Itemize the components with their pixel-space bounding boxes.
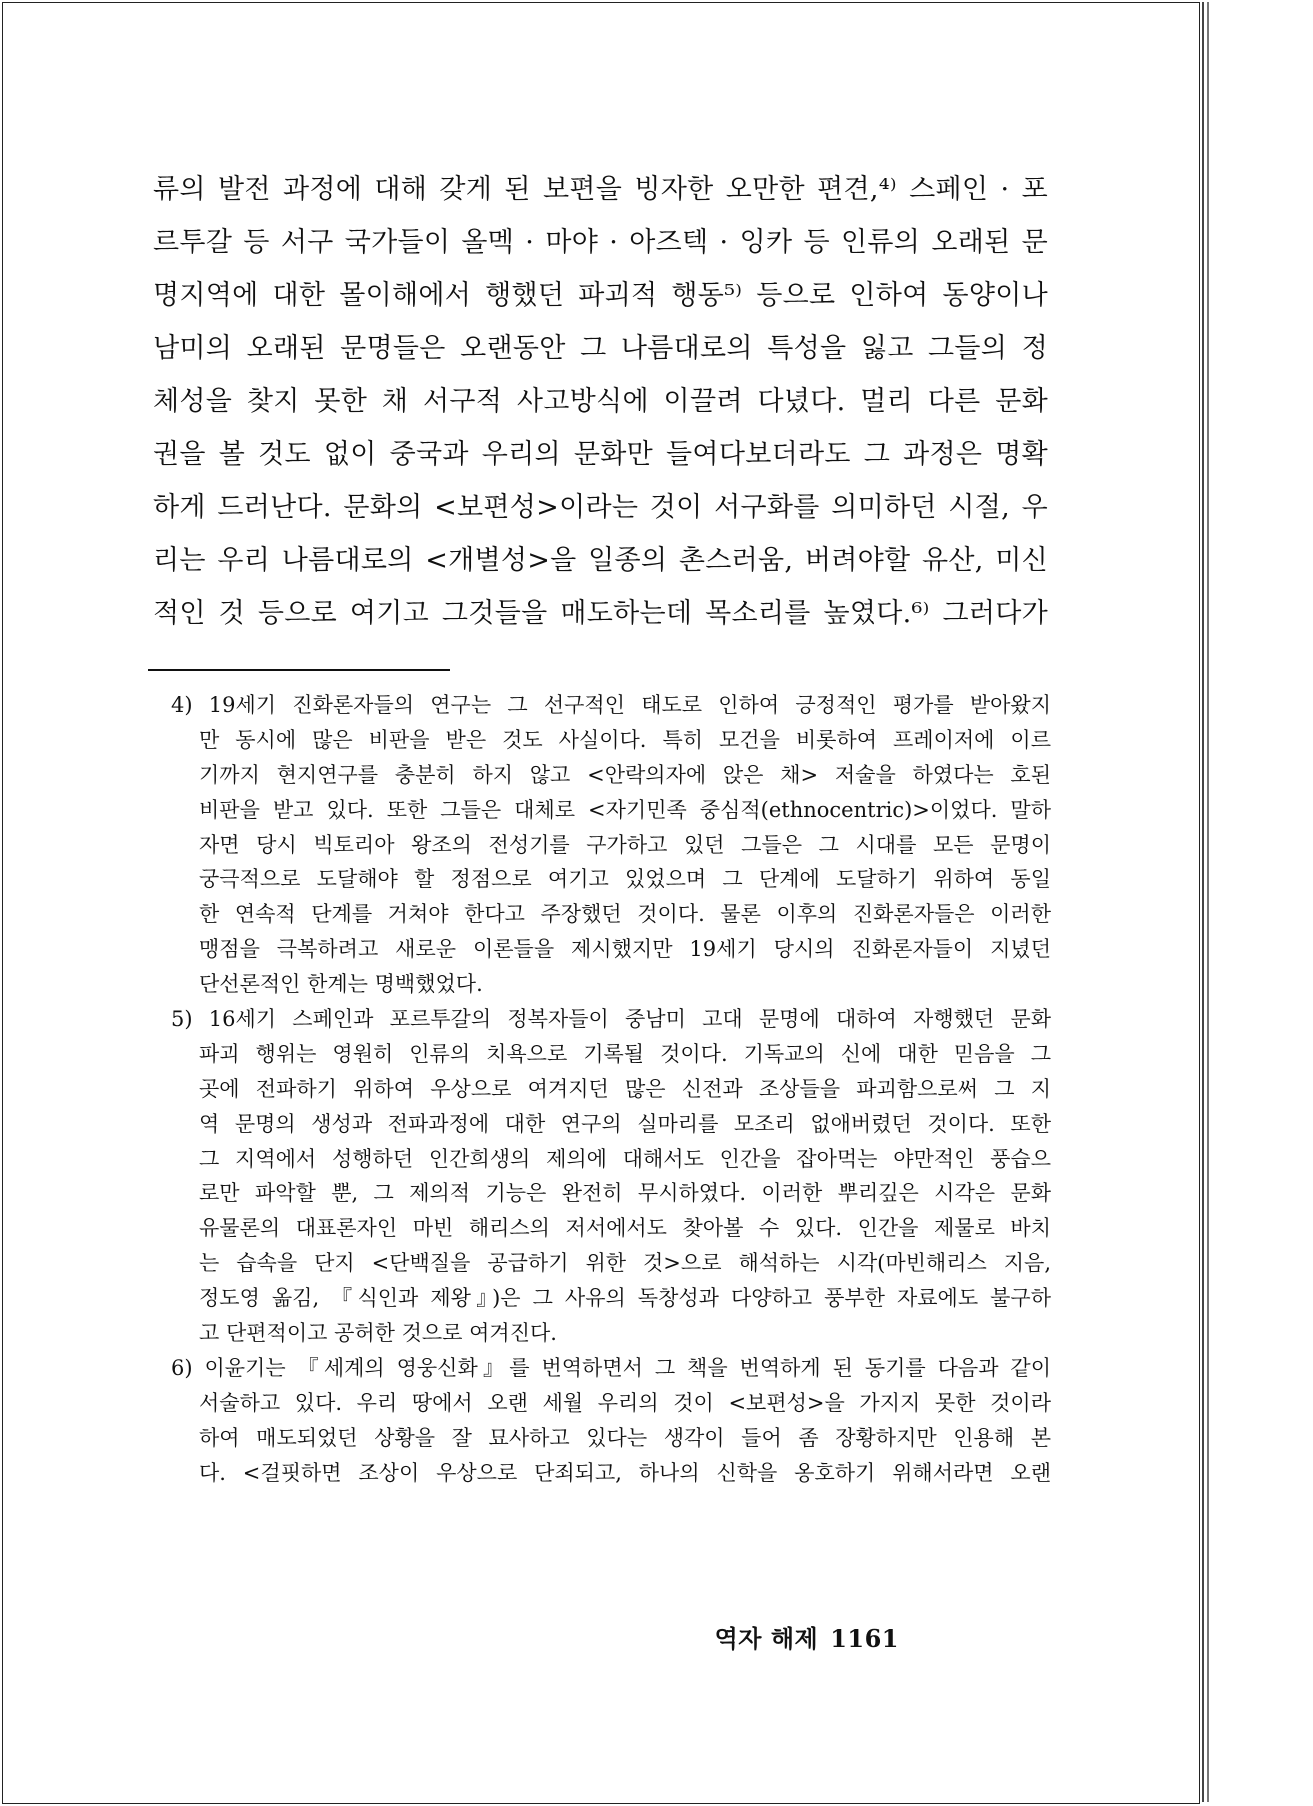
- footnote-line: 그 지역에서 성행하던 인간희생의 제의에 대해서도 인간을 잡아먹는 야만적인 풍습으: [199, 1146, 1051, 1171]
- footnote-line: 고 단편적이고 공허한 것으로 여겨진다.: [199, 1321, 557, 1346]
- footnote-line: 비판을 받고 있다. 또한 그들은 대체로 <자기민족 중심적(ethnocentric)>이었다. 말하: [199, 797, 1051, 822]
- book-page: [2, 2, 1200, 1804]
- footnote-line: 다. <걸핏하면 조상이 우상으로 단죄되고, 하나의 신학을 옹호하기 위해서라면 오랜: [199, 1460, 1051, 1485]
- footnote-line: 단선론적인 한계는 명백했었다.: [199, 972, 483, 997]
- text-line: 류의 발전 과정에 대해 갖게 된 보편을 빙자한 오만한 편견,⁴⁾ 스페인 · 포: [153, 174, 1048, 205]
- footnote-line: 기까지 현지연구를 충분히 하지 않고 <안락의자에 앉은 채> 저술을 하였다는 호된: [199, 762, 1051, 787]
- footnote-line: 만 동시에 많은 비판을 받은 것도 사실이다. 특히 모건을 비롯하여 프레이저에 이르: [199, 727, 1051, 752]
- footnote-line: 6) 이윤기는 『세계의 영웅신화』를 번역하면서 그 책을 번역하게 된 동기를 다음과 같이: [171, 1355, 1051, 1380]
- footnote-line: 5) 16세기 스페인과 포르투갈의 정복자들이 중남미 고대 문명에 대하여 자행했던 문화: [171, 1007, 1051, 1032]
- running-section-title: 역자 해제: [714, 1624, 819, 1653]
- footnote-line: 로만 파악할 뿐, 그 제의적 기능은 완전히 무시하였다. 이러한 뿌리깊은 시각은 문화: [199, 1181, 1051, 1206]
- text-line: 체성을 찾지 못한 채 서구적 사고방식에 이끌려 다녔다. 멀리 다른 문화: [153, 386, 1048, 417]
- footnote-line: 파괴 행위는 영원히 인류의 치욕으로 기록될 것이다. 기독교의 신에 대한 믿음을 그: [199, 1041, 1051, 1066]
- footnote-line: 는 습속을 단지 <단백질을 공급하기 위한 것>으로 해석하는 시각(마빈해리스 지음,: [199, 1251, 1051, 1276]
- footnote-line: 한 연속적 단계를 거쳐야 한다고 주장했던 것이다. 물론 이후의 진화론자들은 이러한: [199, 902, 1051, 927]
- footnote-line: 역 문명의 생성과 전파과정에 대한 연구의 실마리를 모조리 없애버렸던 것이다. 또한: [199, 1111, 1051, 1136]
- text-line: 남미의 오래된 문명들은 오랜동안 그 나름대로의 특성을 잃고 그들의 정: [153, 333, 1048, 364]
- footnote-line: 서술하고 있다. 우리 땅에서 오랜 세월 우리의 것이 <보편성>을 가지지 못한 것이라: [199, 1390, 1051, 1415]
- footnote-4: [171, 688, 1051, 1002]
- footnote-5: [171, 1002, 1051, 1351]
- page-number: 1161: [830, 1624, 899, 1653]
- footnote-line: 자면 당시 빅토리아 왕조의 전성기를 구가하고 있던 그들은 그 시대를 모든 문명이: [199, 832, 1051, 857]
- footnote-line: 정도영 옮김, 『식인과 제왕』)은 그 사유의 독창성과 다양하고 풍부한 자료에도 불구하: [199, 1286, 1051, 1311]
- page-edge-shadow: [1202, 2, 1204, 1802]
- footnote-line: 궁극적으로 도달해야 할 정점으로 여기고 있었으며 그 단계에 도달하기 위하여 동일: [199, 867, 1051, 892]
- footnote-line: 하여 매도되었던 상황을 잘 묘사하고 있다는 생각이 들어 좀 장황하지만 인용해 본: [199, 1425, 1051, 1450]
- text-line: 하게 드러난다. 문화의 <보편성>이라는 것이 서구화를 의미하던 시절, 우: [153, 492, 1048, 523]
- footnotes: [171, 688, 1051, 1490]
- page-edge-shadow: [1207, 2, 1209, 1802]
- page-footer: [715, 1619, 899, 1654]
- footnote-line: 곳에 전파하기 위하여 우상으로 여겨지던 많은 신전과 조상들을 파괴함으로써 그 지: [199, 1076, 1051, 1101]
- footnote-line: 맹점을 극복하려고 새로운 이론들을 제시했지만 19세기 당시의 진화론자들이 지녔던: [199, 937, 1051, 962]
- main-text: [153, 163, 1048, 640]
- text-line: 적인 것 등으로 여기고 그것들을 매도하는데 목소리를 높였다.⁶⁾ 그러다가: [153, 598, 1048, 629]
- footnote-line: 유물론의 대표론자인 마빈 해리스의 저서에서도 찾아볼 수 있다. 인간을 제물로 바치: [199, 1216, 1051, 1241]
- footnote-line: 4) 19세기 진화론자들의 연구는 그 선구적인 태도로 인하여 긍정적인 평가를 받아왔지: [171, 693, 1051, 717]
- text-line: 명지역에 대한 몰이해에서 행했던 파괴적 행동⁵⁾ 등으로 인하여 동양이나: [153, 280, 1048, 311]
- text-line: 르투갈 등 서구 국가들이 올멕 · 마야 · 아즈텍 · 잉카 등 인류의 오래된 문: [153, 227, 1048, 258]
- text-line: 리는 우리 나름대로의 <개별성>을 일종의 촌스러움, 버려야할 유산, 미신: [153, 545, 1048, 576]
- footnote-divider: [148, 669, 450, 671]
- footnote-6: [171, 1351, 1051, 1491]
- text-line: 권을 볼 것도 없이 중국과 우리의 문화만 들여다보더라도 그 과정은 명확: [153, 439, 1048, 470]
